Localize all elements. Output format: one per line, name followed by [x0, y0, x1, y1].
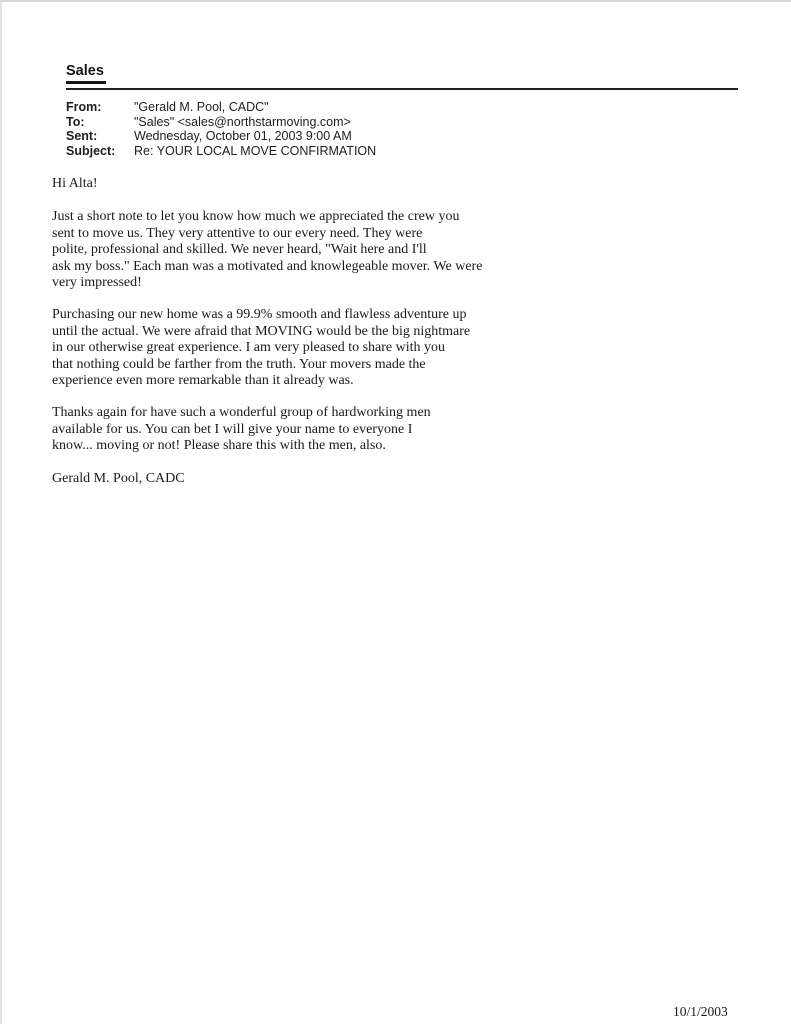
- body-line: until the actual. We were afraid that MOVING would be the big nightmare: [52, 323, 471, 339]
- from-row: [66, 100, 376, 115]
- sent-row: [66, 129, 376, 144]
- scan-top-edge: [0, 0, 791, 2]
- title-underline: [66, 81, 106, 84]
- email-folder-title: Sales: [66, 63, 104, 79]
- header-divider: [66, 88, 738, 90]
- body-line: experience even more remarkable than it already was.: [52, 373, 354, 389]
- body-paragraph-2: [52, 307, 552, 389]
- body-line: Just a short note to let you know how much we appreciated the crew you: [52, 209, 460, 225]
- body-paragraph-1: [52, 209, 552, 291]
- body-line: polite, professional and skilled. We never heard, "Wait here and I'll: [52, 242, 427, 258]
- subject-value: Re: YOUR LOCAL MOVE CONFIRMATION: [134, 143, 377, 158]
- from-label: From:: [66, 100, 102, 114]
- body-line: ask my boss." Each man was a motivated and knowlegeable mover. We were: [52, 258, 483, 274]
- sent-label: Sent:: [66, 129, 98, 143]
- to-label: To:: [66, 114, 85, 129]
- body-line: in our otherwise great experience. I am very pleased to share with you: [52, 340, 446, 356]
- sent-value: Wednesday, October 01, 2003 9:00 AM: [134, 129, 352, 143]
- to-row: [66, 115, 376, 130]
- from-value: "Gerald M. Pool, CADC": [134, 100, 269, 114]
- subject-row: [66, 144, 376, 159]
- body-line: Thanks again for have such a wonderful group of hardworking men: [52, 405, 431, 421]
- footer-date: 10/1/2003: [673, 1004, 728, 1019]
- body-line: available for us. You can bet I will give your name to everyone I: [52, 421, 413, 437]
- body-line: sent to move us. They very attentive to our every need. They were: [52, 225, 423, 241]
- scan-left-edge: [0, 0, 2, 1024]
- body-line: very impressed!: [52, 275, 142, 291]
- body-paragraph-3: [52, 405, 552, 454]
- email-body: [52, 176, 552, 487]
- signature: Gerald M. Pool, CADC: [52, 470, 185, 486]
- body-line: that nothing could be farther from the truth. Your movers made the: [52, 356, 426, 372]
- email-header-fields: [66, 100, 376, 158]
- to-value: "Sales" <sales@northstarmoving.com>: [134, 114, 351, 129]
- body-line: know... moving or not! Please share this with the men, also.: [52, 438, 386, 454]
- subject-label: Subject:: [66, 143, 116, 158]
- body-line: Purchasing our new home was a 99.9% smooth and flawless adventure up: [52, 307, 467, 323]
- greeting: Hi Alta!: [52, 176, 98, 191]
